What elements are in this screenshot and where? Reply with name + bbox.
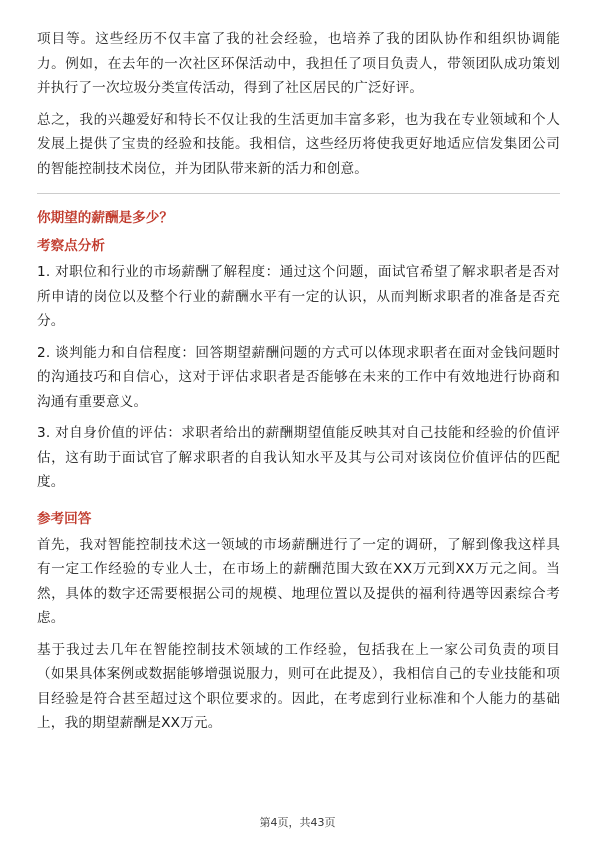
page-number-footer: 第4页，共43页 bbox=[259, 816, 336, 829]
page-content bbox=[37, 27, 560, 743]
reference-paragraph-2: 基于我过去几年在智能控制技术领域的工作经验，包括我在上一家公司负责的项目（如果具体案例或数据能够增强说服力，则可在此提及），我相信自己的专业技能和项目经验是符合甚至超过这个职位要求的。因此，在考虑到行业标准和个人能力的基础上，我的期望薪酬是XX万元。 bbox=[37, 641, 560, 731]
intro-paragraph-1: 项目等。这些经历不仅丰富了我的社会经验，也培养了我的团队协作和组织协调能力。例如，在去年的一次社区环保活动中，我担任了项目负责人，带领团队成功策划并执行了一次垃圾分类宣传活动，得到了社区居民的广泛好评。 bbox=[37, 31, 560, 96]
section-divider bbox=[37, 193, 560, 194]
analysis-heading: 考察点分析 bbox=[37, 238, 105, 254]
analysis-item-3: 3. 对自身价值的评估：求职者给出的薪酬期望值能反映其对自己技能和经验的价值评估，这有助于面试官了解求职者的自我认知水平及其与公司对该岗位价值评估的匹配度。 bbox=[37, 425, 560, 490]
reference-heading: 参考回答 bbox=[37, 510, 92, 527]
reference-paragraph-1: 首先，我对智能控制技术这一领域的市场薪酬进行了一定的调研，了解到像我这样具有一定工作经验的专业人士，在市场上的薪酬范围大致在XX万元到XX万元之间。当然，具体的数字还需要根据公司的规模、地理位置以及提供的福利待遇等因素综合考虑。 bbox=[37, 536, 560, 626]
analysis-item-2: 2. 谈判能力和自信程度：回答期望薪酬问题的方式可以体现求职者在面对金钱问题时的沟通技巧和自信心，这对于评估求职者是否能够在未来的工作中有效地进行协商和沟通有重要意义。 bbox=[37, 344, 560, 410]
analysis-item-1: 1. 对职位和行业的市场薪酬了解程度：通过这个问题，面试官希望了解求职者是否对所申请的岗位以及整个行业的薪酬水平有一定的认识，从而判断求职者的准备是否充分。 bbox=[37, 264, 560, 329]
intro-paragraph-2: 总之，我的兴趣爱好和特长不仅让我的生活更加丰富多彩，也为我在专业领域和个人发展上提供了宝贵的经验和技能。我相信，这些经历将使我更好地适应信发集团公司的智能控制技术岗位，并为团队带来新的活力和创意。 bbox=[37, 111, 560, 177]
question-title: 你期望的薪酬是多少？ bbox=[37, 210, 173, 226]
